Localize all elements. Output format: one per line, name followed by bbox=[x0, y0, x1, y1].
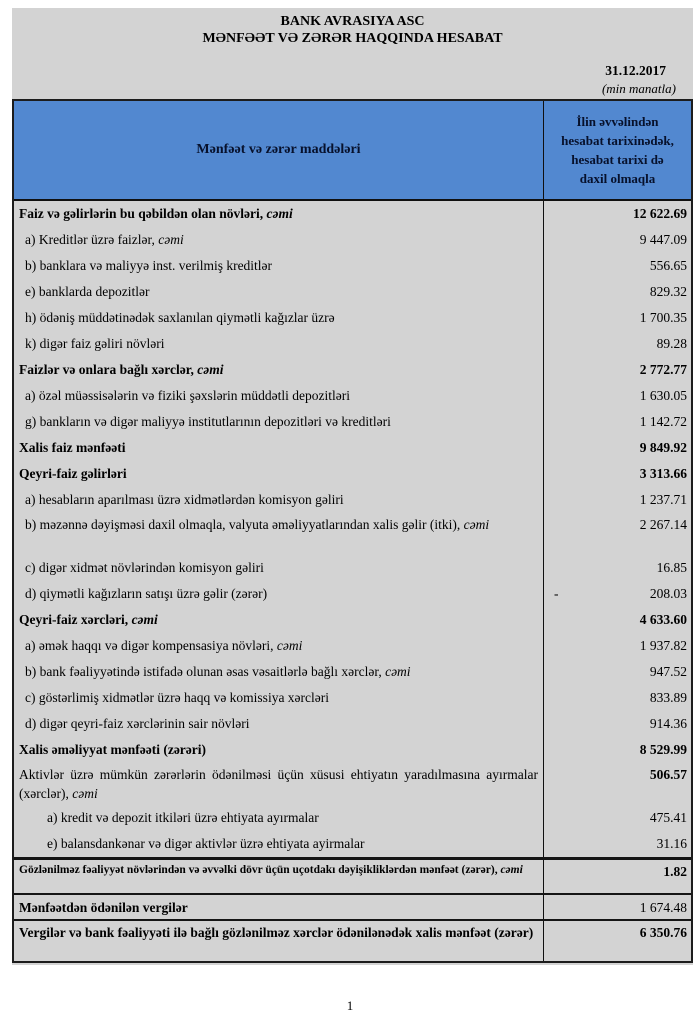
table-row bbox=[14, 305, 691, 331]
row-value bbox=[543, 487, 691, 513]
row-value bbox=[543, 555, 691, 581]
profit-loss-table bbox=[12, 99, 693, 963]
value-text: 16.85 bbox=[656, 560, 687, 575]
row-label: h) ödəniş müddətinədək saxlanılan qiymətli kağızlar üzrə bbox=[25, 310, 335, 325]
value-text: 2 772.77 bbox=[639, 362, 687, 377]
row-value bbox=[543, 383, 691, 409]
table-row bbox=[14, 711, 691, 737]
table-row bbox=[14, 435, 691, 461]
row-label: a) özəl müəssisələrin və fiziki şəxslərin müddətli depozitləri bbox=[25, 388, 351, 403]
value-text: 829.32 bbox=[649, 284, 687, 299]
page-number: 1 bbox=[346, 998, 354, 1013]
row-value bbox=[543, 895, 691, 919]
row-label: Qeyri-faiz gəlirləri bbox=[19, 466, 127, 481]
table-row bbox=[14, 201, 691, 227]
table-row bbox=[14, 279, 691, 305]
table-row bbox=[14, 409, 691, 435]
table-row bbox=[14, 513, 691, 555]
table-row bbox=[14, 331, 691, 357]
row-label: e) banklarda depozitlər bbox=[25, 284, 150, 299]
value-text: 1.82 bbox=[663, 864, 687, 879]
row-label: a) hesabların aparılması üzrə xidmətlərdən komisyon gəliri bbox=[25, 492, 344, 507]
row-label: Xalis əməliyyat mənfəəti (zərəri) bbox=[19, 742, 207, 757]
row-value bbox=[543, 763, 691, 805]
table-row bbox=[14, 737, 691, 763]
table-row bbox=[14, 253, 691, 279]
row-label: c) göstərlimiş xidmətlər üzrə haqq və komissiya xərcləri bbox=[25, 690, 330, 705]
report-date: 31.12.2017 bbox=[605, 63, 666, 78]
row-value bbox=[543, 633, 691, 659]
items-column-header: Mənfəət və zərər maddələri bbox=[196, 142, 361, 157]
table-header-row bbox=[14, 101, 691, 201]
row-label: Mənfəətdən ödənilən vergilər bbox=[19, 900, 188, 915]
value-text: 4 633.60 bbox=[639, 612, 687, 627]
row-label: Xalis faiz mənfəəti bbox=[19, 440, 126, 455]
value-text: 506.57 bbox=[649, 767, 687, 782]
row-value bbox=[543, 607, 691, 633]
value-text: 1 700.35 bbox=[639, 310, 687, 325]
table-row bbox=[14, 893, 691, 919]
value-text: 914.36 bbox=[649, 716, 687, 731]
row-label: g) bankların və digər maliyyə institutlarının depozitləri və kreditləri bbox=[25, 414, 391, 429]
value-text: 9 849.92 bbox=[639, 440, 687, 455]
table-row bbox=[14, 555, 691, 581]
table-row bbox=[14, 487, 691, 513]
row-value bbox=[543, 409, 691, 435]
value-text: 9 447.09 bbox=[639, 232, 687, 247]
value-text: 1 630.05 bbox=[639, 388, 687, 403]
bank-name: BANK AVRASIYA ASC bbox=[280, 14, 425, 29]
value-text: 8 529.99 bbox=[639, 742, 687, 757]
row-label: d) digər qeyri-faiz xərclərinin sair növləri bbox=[25, 716, 250, 731]
table-row bbox=[14, 857, 691, 893]
table-row bbox=[14, 831, 691, 857]
value-text: 208.03 bbox=[649, 586, 687, 601]
row-value bbox=[543, 659, 691, 685]
table-row bbox=[14, 461, 691, 487]
row-label: b) banklara və maliyyə inst. verilmiş kreditlər bbox=[25, 258, 273, 273]
row-value bbox=[543, 435, 691, 461]
row-value bbox=[543, 201, 691, 227]
row-label: Gözlənilməz fəaliyyət növlərindən və əvvəlki dövr üçün uçotdakı dəyişikliklərdən mənfəət (zərər), cəmi bbox=[19, 864, 523, 876]
table-row bbox=[14, 919, 691, 961]
row-label: a) əmək haqqı və digər kompensasiya növləri, cəmi bbox=[25, 638, 303, 653]
table-row bbox=[14, 633, 691, 659]
row-label: e) balansdankənar və digər aktivlər üzrə ehtiyata ayirmalar bbox=[47, 836, 365, 851]
value-text: 6 350.76 bbox=[639, 925, 687, 940]
value-text: 1 237.71 bbox=[639, 492, 687, 507]
table-row bbox=[14, 763, 691, 805]
value-text: 31.16 bbox=[656, 836, 687, 851]
table-row bbox=[14, 357, 691, 383]
row-label: b) bank fəaliyyətində istifadə olunan əsas vəsaitlərlə bağlı xərclər, cəmi bbox=[25, 664, 411, 679]
row-label: b) məzənnə dəyişməsi daxil olmaqla, valyuta əməliyyatlarından xalis gəlir (itki), cəmi bbox=[25, 517, 490, 532]
table-row bbox=[14, 383, 691, 409]
row-label: d) qiymətli kağızların satışı üzrə gəlir (zərər) bbox=[25, 586, 268, 601]
row-value bbox=[543, 331, 691, 357]
table-row bbox=[14, 227, 691, 253]
report-title: MƏNFƏƏT VƏ ZƏRƏR HAQQINDA HESABAT bbox=[202, 31, 503, 46]
table-row bbox=[14, 659, 691, 685]
row-value bbox=[543, 581, 691, 607]
row-label: a) kredit və depozit itkiləri üzrə ehtiyata ayırmalar bbox=[47, 810, 319, 825]
value-text: 1 142.72 bbox=[639, 414, 687, 429]
row-value bbox=[543, 357, 691, 383]
row-value bbox=[543, 279, 691, 305]
row-value bbox=[543, 305, 691, 331]
value-text: 556.65 bbox=[649, 258, 687, 273]
row-label: Qeyri-faiz xərcləri, cəmi bbox=[19, 612, 158, 627]
row-label: k) digər faiz gəliri növləri bbox=[25, 336, 165, 351]
value-text: 12 622.69 bbox=[633, 206, 687, 221]
row-label: Faiz və gəlirlərin bu qəbildən olan növləri, cəmi bbox=[19, 206, 293, 221]
value-text: 833.89 bbox=[649, 690, 687, 705]
row-value bbox=[543, 513, 691, 555]
row-value bbox=[543, 860, 691, 893]
table-row bbox=[14, 581, 691, 607]
minus-sign: - bbox=[554, 586, 559, 601]
row-value bbox=[543, 685, 691, 711]
row-label: a) Kreditlər üzrə faizlər, cəmi bbox=[25, 232, 184, 247]
row-value bbox=[543, 737, 691, 763]
row-label: Faizlər və onlara bağlı xərclər, cəmi bbox=[19, 362, 224, 377]
value-text: 3 313.66 bbox=[639, 466, 687, 481]
row-label: c) digər xidmət növlərindən komisyon gəliri bbox=[25, 560, 264, 575]
row-value bbox=[543, 921, 691, 961]
row-value bbox=[543, 253, 691, 279]
unit-note: (min manatla) bbox=[601, 81, 676, 96]
value-text: 2 267.14 bbox=[639, 517, 687, 532]
row-value bbox=[543, 805, 691, 831]
value-text: 89.28 bbox=[656, 336, 687, 351]
document-body bbox=[12, 8, 693, 965]
value-text: 1 674.48 bbox=[639, 900, 687, 915]
row-value bbox=[543, 461, 691, 487]
row-value bbox=[543, 831, 691, 857]
value-column-header: İlin əvvəlindən hesabat tarixinədək, hesabat tarixi də daxil olmaqla bbox=[543, 101, 691, 199]
row-label: Aktivlər üzrə mümkün zərərlərin ödənilməsi üçün xüsusi ehtiyatın yaradılmasına ayırmalar (xərclər), cəmi bbox=[19, 767, 538, 801]
table-row bbox=[14, 685, 691, 711]
table-row bbox=[14, 805, 691, 831]
row-value bbox=[543, 227, 691, 253]
table-row bbox=[14, 607, 691, 633]
table-body bbox=[14, 201, 691, 961]
row-value bbox=[543, 711, 691, 737]
value-text: 947.52 bbox=[649, 664, 687, 679]
row-label: Vergilər və bank fəaliyyəti ilə bağlı gözlənilməz xərclər ödənilənədək xalis mənfəət (zərər) bbox=[19, 925, 534, 940]
value-text: 1 937.82 bbox=[639, 638, 687, 653]
value-text: 475.41 bbox=[649, 810, 687, 825]
